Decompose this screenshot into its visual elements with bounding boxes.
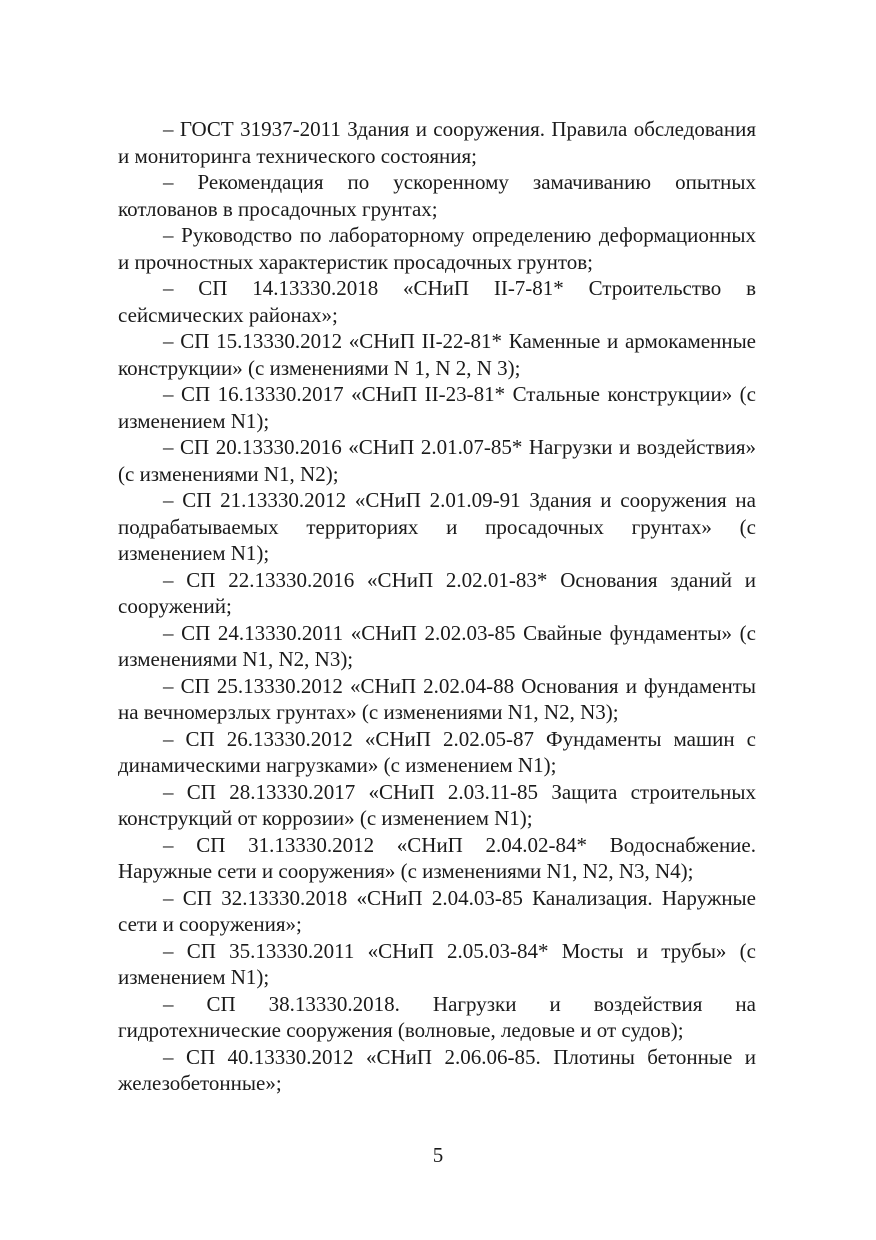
list-item: – СП 20.13330.2016 «СНиП 2.01.07-85* Нагрузки и воздействия» (с изменениями N1, N2); [118, 435, 756, 486]
list-item: – СП 35.13330.2011 «СНиП 2.05.03-84* Мосты и трубы» (с изменением N1); [118, 938, 756, 989]
list-item: – СП 15.13330.2012 «СНиП II-22-81* Каменные и армокаменные конструкции» (с изменениями N 1, N 2, N 3); [118, 329, 756, 380]
list-item: – СП 40.13330.2012 «СНиП 2.06.06-85. Плотины бетонные и железобетонные»; [118, 1044, 756, 1095]
list-item: – Руководство по лабораторному определению деформационных и прочностных характеристик просадочных грунтов; [118, 223, 756, 274]
list-item: – СП 32.13330.2018 «СНиП 2.04.03-85 Канализация. Наружные сети и сооружения»; [118, 885, 756, 936]
list-item: – СП 16.13330.2017 «СНиП II-23-81* Стальные конструкции» (с изменением N1); [118, 382, 756, 433]
page-number: 5 [432, 1143, 444, 1167]
document-body [118, 116, 756, 1097]
list-item: – СП 14.13330.2018 «СНиП II-7-81* Строительство в сейсмических районах»; [118, 276, 756, 327]
list-item: – Рекомендация по ускоренному замачиванию опытных котлованов в просадочных грунтах; [118, 170, 756, 221]
list-item: – СП 21.13330.2012 «СНиП 2.01.09-91 Здания и сооружения на подрабатываемых территориях и просадочных грунтах» (с изменением N1); [118, 488, 756, 565]
list-item: – СП 26.13330.2012 «СНиП 2.02.05-87 Фундаменты машин с динамическими нагрузками» (с изменением N1); [118, 726, 756, 777]
list-item: – СП 24.13330.2011 «СНиП 2.02.03-85 Свайные фундаменты» (с изменениями N1, N2, N3); [118, 620, 756, 671]
list-item: – СП 31.13330.2012 «СНиП 2.04.02-84* Водоснабжение. Наружные сети и сооружения» (с изменениями N1, N2, N3, N4); [118, 832, 756, 883]
list-item: – СП 22.13330.2016 «СНиП 2.02.01-83* Основания зданий и сооружений; [118, 567, 756, 618]
list-item: – СП 38.13330.2018. Нагрузки и воздействия на гидротехнические сооружения (волновые, ледовые и от судов); [118, 991, 756, 1042]
list-item: – СП 28.13330.2017 «СНиП 2.03.11-85 Защита строительных конструкций от коррозии» (с изменением N1); [118, 779, 756, 830]
list-item: – ГОСТ 31937-2011 Здания и сооружения. Правила обследования и мониторинга технического состояния; [118, 117, 756, 168]
list-item: – СП 25.13330.2012 «СНиП 2.02.04-88 Основания и фундаменты на вечномерзлых грунтах» (с изменениями N1, N2, N3); [118, 673, 756, 724]
